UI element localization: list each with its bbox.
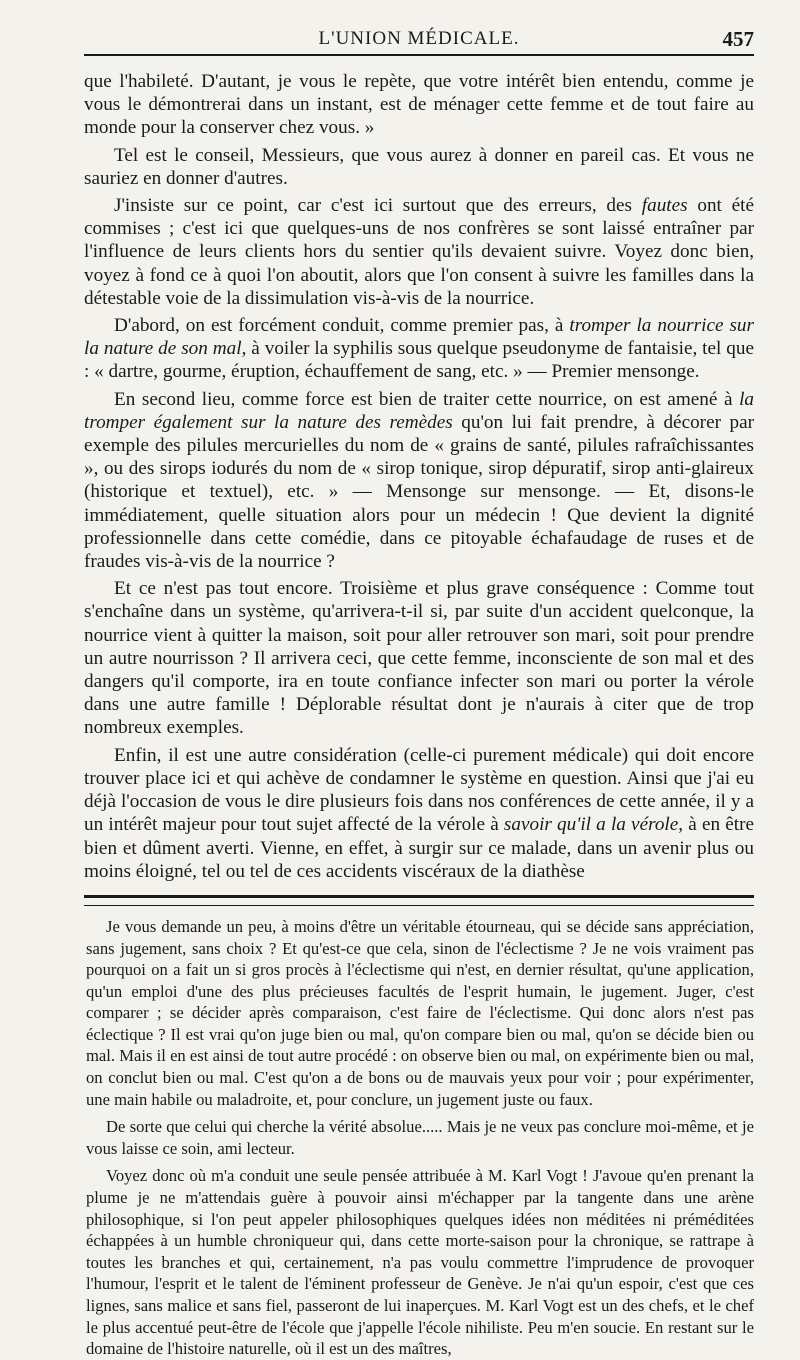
paragraph-7-text-b: , à en être bien et dûment averti. Vienne, en effet, à surgir sur ce malade, dans un avenir plus ou moins éloigné, tel ou tel de ces accidents viscéraux de la diathèse (84, 814, 754, 882)
paragraph-3-text-a: J'insiste sur ce point, car c'est ici surtout que des erreurs, des (114, 195, 642, 217)
feuilleton-paragraph-3: Voyez donc où m'a conduit une seule pensée attribuée à M. Karl Vogt ! J'avoue qu'en prenant la plume je ne m'attendais guère à pouvoir ainsi m'échapper par la tangente dans une arène philosophique, si l'on peut appeler philosophiques quelques idées non méditées ni préméditées échappées à un humble chroniqueur qui, dans cette morte-saison pour la chronique, se rattrape à toutes les branches et qui, certainement, n'a pas voulu commettre l'imprudence de provoquer l'humour, l'esprit et le talent de l'éminent professeur de Genève. Je n'ai qu'un espoir, c'est que ces lignes, sans malice et sans fiel, passeront de lui inaperçues. M. Karl Vogt est un des chefs, et le chef le plus accentué peut-être de l'école que j'appelle l'école nihiliste. Peu m'en soucie. En restant sur le domaine de l'histoire naturelle, où il est un des maîtres, (86, 1166, 754, 1359)
paragraph-5-text-b: qu'on lui fait prendre, à décorer par exemple des pilules mercurielles du nom de « grains de santé, pilules rafraîchissantes », ou des sirops iodurés du nom de « sirop tonique, sirop dépuratif, sirop anti-glaireux (historique et textuel), etc. » — Mensonge sur mensonge. — Et, disons-le immédiatement, quelle situation alors pour un médecin ! Que devient la dignité professionnelle dans cette comédie, dans ce pitoyable échafaudage de ruses et de fraudes vis-à-vis de la nourrice ? (84, 411, 754, 573)
paragraph-5-emphasis: la tromper également sur la nature des remèdes (84, 388, 754, 433)
paragraph-6: Et ce n'est pas tout encore. Troisième et plus grave conséquence : Comme tout s'enchaîne dans un système, qu'arrivera-t-il si, par suite d'un accident quelconque, la nourrice vient à quitter la maison, soit pour aller retrouver son mari, soit pour prendre un autre nourrisson ? Il arrivera ceci, que cette femme, inconsciente de son mal et des dangers qu'il comporte, ira en toute confiance infecter son mari ou porter la vérole dans une autre famille ! Déplorable résultat dont je n'aurais à citer que de trop nombreux exemples. (84, 578, 754, 739)
paragraph-5 (84, 388, 754, 574)
paragraph-3-emphasis: fautes (641, 195, 688, 217)
paragraph-7-text-a: Enfin, il est une autre considération (celle-ci purement médicale) qui doit encore trouver place ici et qui achève de condamner le système en question. Ainsi que j'ai eu déjà l'occasion de vous le dire plusieurs fois dans nos conférences de cette année, il y a un intérêt majeur pour tout sujet affecté de la vérole à (84, 744, 754, 836)
paragraph-3-text-b: ont été commises ; c'est ici que quelques-uns de nos confrères se sont laissé entraîner par l'influence de leurs clients hors du sentier qu'ils devaient suivre. Voyez donc bien, voyez à fond ce à quoi l'on aboutit, alors que l'on consent à suivre les familles dans la détestable voie de la dissimulation vis-à-vis de la nourrice. (84, 195, 754, 309)
paragraph-4 (84, 314, 754, 384)
paragraph-2: Tel est le conseil, Messieurs, que vous aurez à donner en pareil cas. Et vous ne sauriez en donner d'autres. (84, 144, 754, 189)
feuilleton-paragraph-2: De sorte que celui qui cherche la vérité absolue..... Mais je ne veux pas conclure moi-même, et je vous laisse ce soin, ami lecteur. (86, 1117, 754, 1158)
feuilleton-divider (84, 895, 754, 906)
feuilleton-paragraph-1: Je vous demande un peu, à moins d'être un véritable étourneau, qui se décide sans appréciation, sans jugement, sans choix ? Et qu'est-ce que cela, sinon de l'éclectisme ? Je ne vois vraiment pas pourquoi on a fait un si gros procès à l'éclectisme qui n'est, en dernier résultat, qu'une application, qu'un emploi d'une des plus précieuses facultés de l'esprit humain, le jugement. Juger, c'est comparer ; se décider après comparaison, c'est faire de l'éclectisme. Qui donc alors n'est pas éclectique ? Il est vrai qu'on juge bien ou mal, qu'on compare bien ou mal, qu'on se décide bien ou mal. Mais il en est ainsi de tout autre procédé : on observe bien ou mal, on expérimente bien ou mal, on conclut bien ou mal. C'est qu'on a de bons ou de mauvais yeux pour voir ; pour expérimenter, une main habile ou maladroite, et, pour conclure, un jugement juste ou faux. (86, 916, 754, 1109)
paragraph-4-text-a: D'abord, on est forcément conduit, comme premier pas, à (114, 315, 570, 337)
main-text (84, 70, 754, 883)
paragraph-4-text-b: , à voiler la syphilis sous quelque pseudonyme de fantaisie, tel que : « dartre, gourme, éruption, échauffement de sang, etc. » — Premier mensonge. (84, 338, 754, 383)
paragraph-7 (84, 744, 754, 883)
paragraph-7-emphasis: savoir qu'il a la vérole (503, 814, 679, 836)
running-header (84, 24, 754, 56)
journal-title: L'UNION MÉDICALE. (318, 28, 520, 49)
paragraph-5-text-a: En second lieu, comme force est bien de traiter cette nourrice, on est amené à (114, 388, 740, 410)
paragraph-4-emphasis: tromper la nourrice sur la nature de son mal (84, 315, 754, 360)
paragraph-1: que l'habileté. D'autant, je vous le repète, que votre intérêt bien entendu, comme je vous le démontrerai dans un instant, est de ménager cette femme et de tout faire au monde pour la conserver chez vous. » (84, 71, 754, 139)
feuilleton-text (84, 916, 754, 1360)
paragraph-3 (84, 194, 754, 310)
page-number: 457 (722, 27, 754, 51)
